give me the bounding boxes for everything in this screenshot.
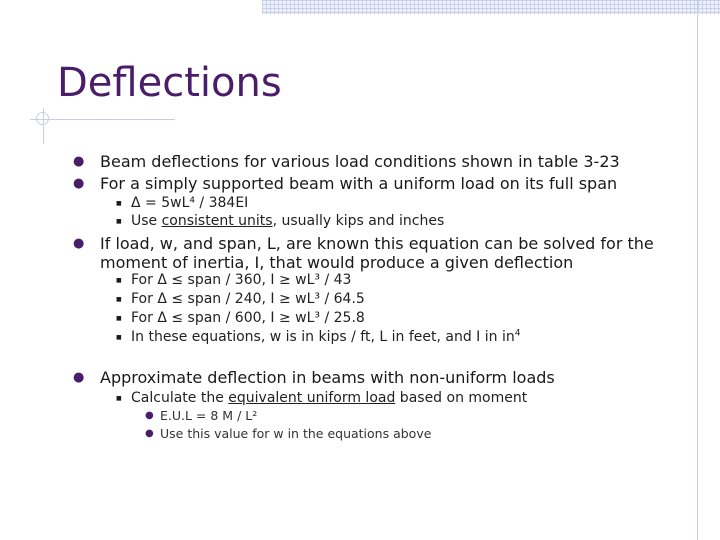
superscript: 4	[514, 328, 521, 339]
square-bullet-icon: ■	[116, 296, 122, 303]
sub-bullet-item	[115, 290, 365, 309]
bullet-dot-icon: ●	[73, 154, 85, 169]
sub-bullet-item	[115, 271, 351, 290]
bullet-text: Beam deflections for various load conditions shown in table 3-23	[100, 152, 620, 171]
sub-sub-bullet-item	[145, 425, 431, 442]
sub-bullet-item	[115, 389, 527, 408]
square-bullet-icon: ■	[116, 334, 122, 341]
bullet-dot-icon: ●	[73, 370, 85, 385]
text-fragment: In these equations, w is in kips / ft, L in feet, and I in in	[131, 329, 515, 345]
text-fragment: Use	[131, 213, 162, 229]
text-fragment: , usually kips and inches	[272, 213, 445, 229]
sub-bullet-item	[115, 212, 444, 231]
header-grid-decoration	[262, 0, 720, 14]
text-line: moment of inertia, I, that would produce a given deflection	[100, 253, 574, 272]
bullet-text	[100, 234, 654, 272]
square-bullet-icon: ■	[116, 218, 122, 225]
sub-bullet-text: For Δ ≤ span / 360, I ≥ wL³ / 43	[131, 272, 352, 288]
square-bullet-icon: ■	[116, 315, 122, 322]
square-bullet-icon: ■	[116, 200, 122, 207]
slide-title: Deflections	[57, 60, 282, 106]
bullet-item	[70, 152, 620, 171]
sub-bullet-text: For Δ ≤ span / 240, I ≥ wL³ / 64.5	[131, 291, 365, 307]
bullet-dot-icon: ●	[73, 176, 85, 191]
sub-bullet-text	[131, 389, 527, 408]
text-line: If load, w, and span, L, are known this equation can be solved for the	[100, 234, 654, 253]
sub-sub-bullet-text: E.U.L = 8 M / L²	[160, 408, 258, 423]
title-underline-decoration	[30, 119, 175, 120]
crosshair-circle-decoration	[36, 112, 49, 125]
bullet-item	[70, 368, 555, 387]
bullet-dot-icon: ●	[145, 428, 154, 439]
right-guide-line	[697, 0, 698, 540]
bullet-item	[70, 174, 617, 193]
sub-bullet-text: For Δ ≤ span / 600, I ≥ wL³ / 25.8	[131, 310, 365, 326]
bullet-item	[70, 234, 654, 272]
sub-bullet-text	[131, 212, 444, 231]
equivalent-uniform-load-link[interactable]: equivalent uniform load	[228, 390, 396, 406]
bullet-text: Approximate deflection in beams with non-uniform loads	[100, 368, 555, 387]
consistent-units-link[interactable]: consistent units	[161, 213, 273, 229]
text-fragment: based on moment	[395, 390, 528, 406]
bullet-dot-icon: ●	[145, 410, 154, 421]
sub-bullet-text	[131, 328, 521, 347]
bullet-dot-icon: ●	[73, 236, 85, 251]
sub-sub-bullet-text: Use this value for w in the equations above	[160, 426, 432, 441]
bullet-text: For a simply supported beam with a uniform load on its full span	[100, 174, 618, 193]
sub-bullet-item	[115, 309, 365, 328]
square-bullet-icon: ■	[116, 395, 122, 402]
sub-bullet-text: Δ = 5wL⁴ / 384EI	[131, 195, 249, 211]
square-bullet-icon: ■	[116, 277, 122, 284]
sub-sub-bullet-item	[145, 407, 257, 424]
text-fragment: Calculate the	[131, 390, 229, 406]
sub-bullet-item	[115, 194, 248, 213]
sub-bullet-item	[115, 328, 521, 347]
